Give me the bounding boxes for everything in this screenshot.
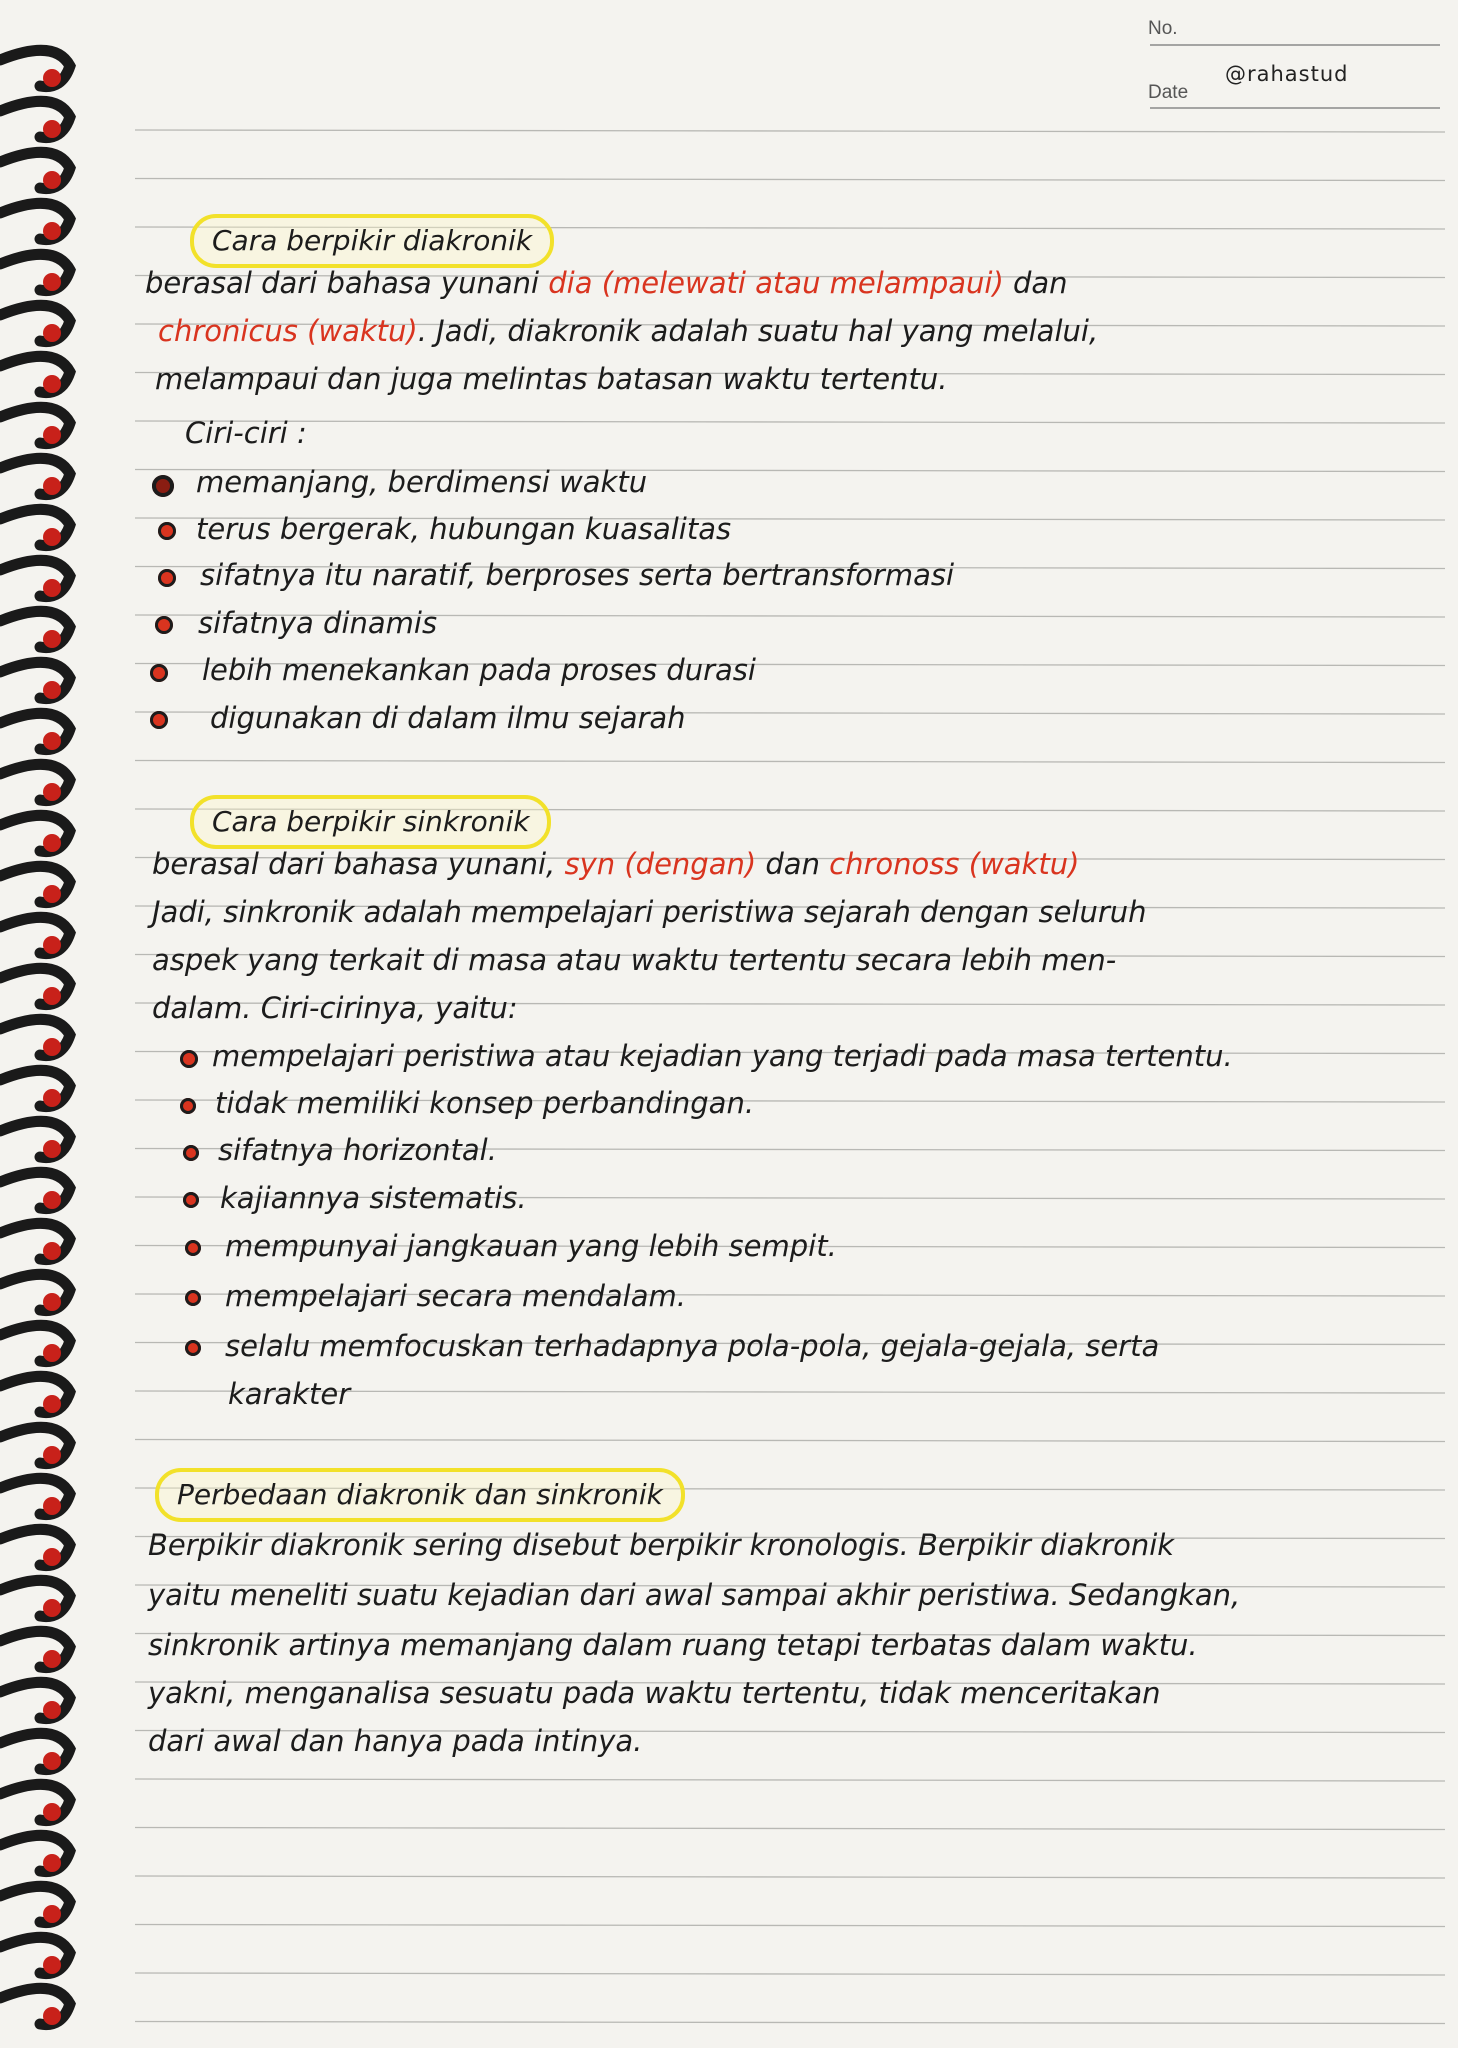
bullet-dot (150, 711, 168, 729)
bullet-dot (185, 1240, 201, 1256)
bullet-dot (150, 664, 168, 682)
bullet-dot (152, 475, 174, 497)
ruled-line (135, 1876, 1445, 1878)
ruled-line (135, 179, 1445, 181)
list-item: sifatnya dinamis (198, 606, 438, 640)
text-line: berasal dari bahasa yunani, syn (dengan) dan chronoss (waktu) (152, 847, 1080, 881)
bullet-dot (155, 616, 173, 634)
bullet-dot (183, 1145, 199, 1161)
ruled-line (135, 1973, 1445, 1975)
ruled-line (135, 2022, 1445, 2024)
text-line: sinkronik artinya memanjang dalam ruang tetapi terbatas dalam waktu. (148, 1628, 1198, 1662)
bullet-dot (158, 569, 176, 587)
bullet-dot (180, 1050, 198, 1068)
list-item: mempunyai jangkauan yang lebih sempit. (225, 1229, 837, 1263)
text-line: dalam. Ciri-cirinya, yaitu: (152, 991, 518, 1025)
bullet-dot (183, 1192, 199, 1208)
ruled-line (135, 421, 1445, 423)
list-item: kajiannya sistematis. (220, 1181, 527, 1215)
ruled-line (135, 1779, 1445, 1781)
section-heading-perbedaan: Perbedaan diakronik dan sinkronik (155, 1468, 685, 1522)
text-line: dari awal dan hanya pada intinya. (148, 1724, 643, 1758)
list-item: memanjang, berdimensi waktu (196, 465, 648, 499)
list-item: sifatnya horizontal. (218, 1133, 497, 1167)
list-item: tidak memiliki konsep perbandingan. (215, 1086, 755, 1120)
section-heading-diakronik: Cara berpikir diakronik (190, 214, 554, 268)
ruled-line (135, 1440, 1445, 1442)
author-handle: @rahastud (1225, 62, 1349, 86)
list-item: digunakan di dalam ilmu sejarah (210, 701, 686, 735)
date-label: Date (1148, 82, 1189, 103)
no-label: No. (1148, 18, 1178, 39)
text-line: berasal dari bahasa yunani dia (melewati atau melampaui) dan (145, 266, 1068, 300)
list-item: selalu memfocuskan terhadapnya pola-pola, gejala-gejala, serta (225, 1329, 1160, 1363)
bullet-dot (185, 1340, 201, 1356)
text-line: melampaui dan juga melintas batasan waktu tertentu. (155, 362, 948, 396)
list-item: sifatnya itu naratif, berproses serta bertransformasi (200, 558, 955, 592)
list-item: mempelajari secara mendalam. (225, 1279, 686, 1313)
ruled-line (135, 1925, 1445, 1927)
text-line: Berpikir diakronik sering disebut berpikir kronologis. Berpikir diakronik (148, 1528, 1175, 1562)
ciri-label: Ciri-ciri : (185, 416, 307, 450)
bullet-dot (158, 522, 176, 540)
list-item: lebih menekankan pada proses durasi (202, 653, 756, 687)
text-line: yaitu meneliti suatu kejadian dari awal sampai akhir peristiwa. Sedangkan, (148, 1578, 1241, 1612)
list-item: terus bergerak, hubungan kuasalitas (196, 512, 732, 546)
bullet-dot (180, 1098, 196, 1114)
list-item: mempelajari peristiwa atau kejadian yang terjadi pada masa tertentu. (212, 1039, 1233, 1073)
text-line: Jadi, sinkronik adalah mempelajari peristiwa sejarah dengan seluruh (152, 895, 1147, 929)
ruled-line (135, 130, 1445, 132)
list-item-continuation: karakter (228, 1377, 351, 1411)
section-heading-sinkronik: Cara berpikir sinkronik (190, 795, 551, 849)
text-line: yakni, menganalisa sesuatu pada waktu tertentu, tidak menceritakan (148, 1676, 1161, 1710)
ruled-line (135, 761, 1445, 763)
text-line: aspek yang terkait di masa atau waktu tertentu secara lebih men- (152, 943, 1117, 977)
ruled-line (135, 1828, 1445, 1830)
text-line: chronicus (waktu). Jadi, diakronik adalah suatu hal yang melalui, (158, 314, 1099, 348)
bullet-dot (185, 1290, 201, 1306)
